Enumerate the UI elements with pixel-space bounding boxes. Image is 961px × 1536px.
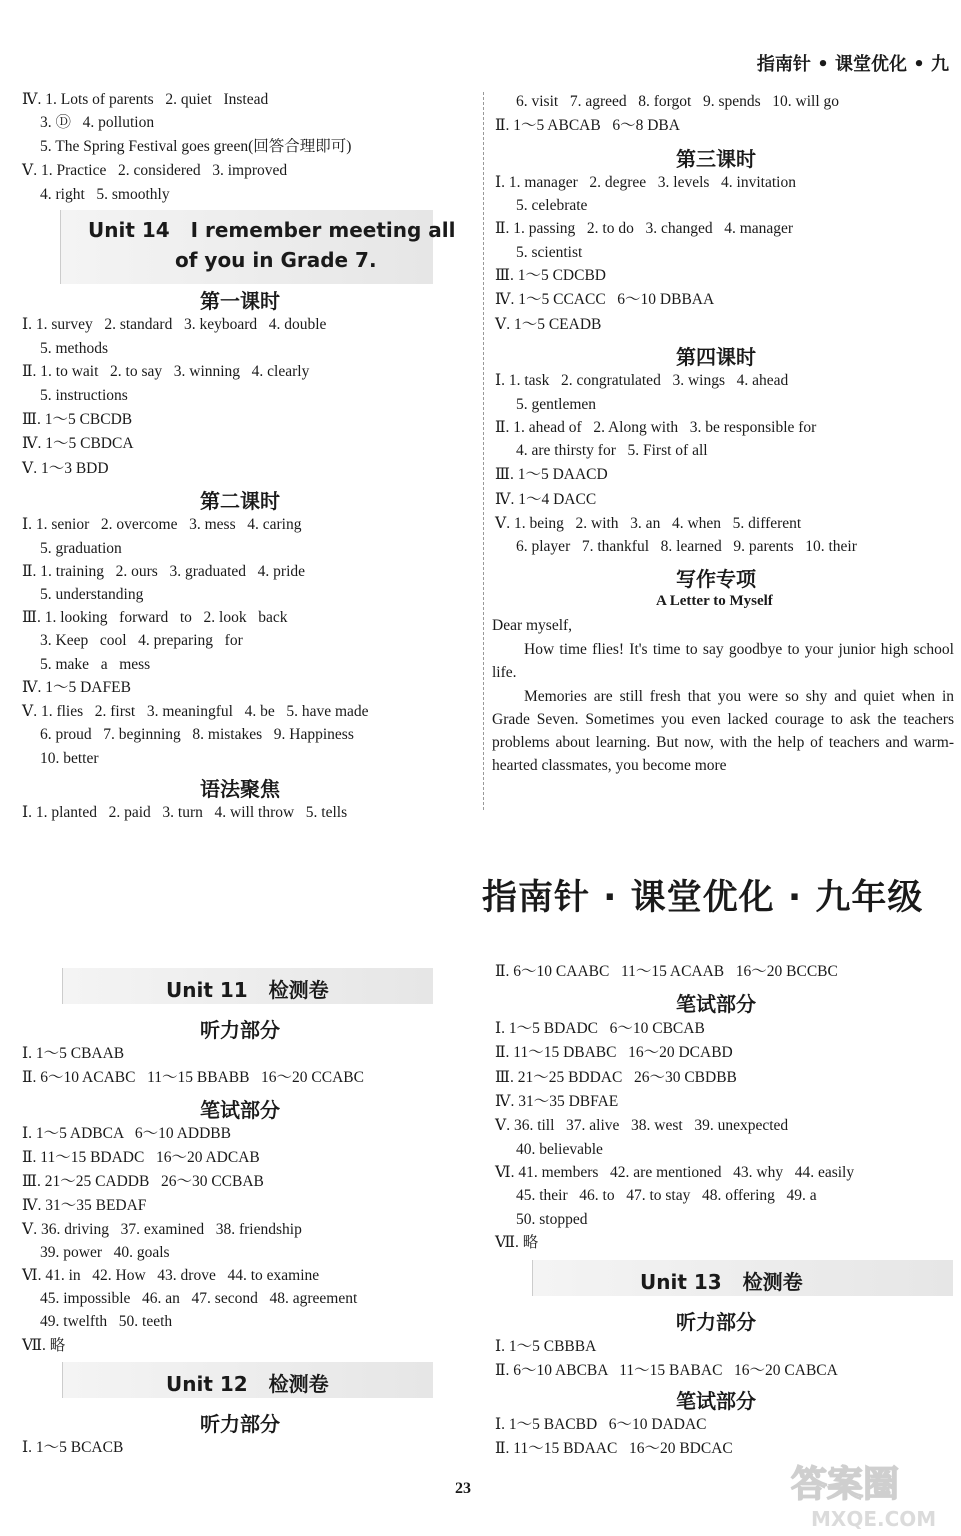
- answer-line: Ⅱ. 11～15 BDADC 16～20 ADCAB: [22, 1149, 260, 1166]
- answer-line: Ⅳ. 1～4 DACC: [495, 491, 597, 508]
- letter-paragraph: Memories are still fresh that you were so shy and quiet when in Grade Seven. Sometimes you even lacked courage to ask the teachers problems about learning. But now, with the help of teachers and warm-hearted classmates, you become more: [492, 688, 954, 774]
- answer-line: 5. scientist: [516, 244, 583, 261]
- unit-title: Unit 12 检测卷: [166, 1372, 329, 1396]
- answer-line: Ⅳ. 1～5 DAFEB: [22, 679, 131, 696]
- letter-paragraph: How time flies! It's time to say goodbye to your junior high school life.: [492, 641, 954, 681]
- lesson-heading: 第二课时: [200, 489, 280, 513]
- answer-line: Ⅰ. 1. task 2. congratulated 3. wings 4. ahead: [495, 372, 789, 389]
- watermark-subtext: MXQE.COM: [811, 1507, 937, 1531]
- answer-line: Ⅱ. 1. training 2. ours 3. graduated 4. pride: [22, 563, 306, 580]
- answer-line: 5. The Spring Festival goes green(回答合理即可): [40, 138, 352, 155]
- answer-line: 5. graduation: [40, 540, 122, 557]
- answer-line: Ⅲ. 21～25 CADDB 26～30 CCBAB: [22, 1173, 264, 1190]
- answer-line: 6. visit 7. agreed 8. forgot 9. spends 10. will go: [516, 93, 840, 110]
- lesson-heading: 第一课时: [200, 289, 280, 313]
- answer-line: Ⅴ. 1～5 CEADB: [495, 316, 602, 333]
- answer-line: Ⅰ. 1～5 BACBD 6～10 DADAC: [495, 1416, 707, 1433]
- answer-line: Ⅴ. 1. Practice 2. considered 3. improved: [22, 162, 288, 179]
- answer-line: Ⅲ. 1～5 CBCDB: [22, 411, 133, 428]
- answer-line: Ⅱ. 1～5 ABCAB 6～8 DBA: [495, 117, 680, 134]
- answer-line: 39. power 40. goals: [40, 1244, 170, 1261]
- answer-line: Ⅰ. 1～5 CBAAB: [22, 1045, 125, 1062]
- answer-line: Ⅰ. 1. manager 2. degree 3. levels 4. invitation: [495, 174, 796, 191]
- answer-line: 5. methods: [40, 340, 109, 357]
- answer-line: Ⅳ. 31～35 BEDAF: [22, 1197, 147, 1214]
- answer-line: Ⅱ. 11～15 BDAAC 16～20 BDCAC: [495, 1440, 733, 1457]
- answer-line: Ⅴ. 36. till 37. alive 38. west 39. unexpected: [495, 1117, 789, 1134]
- letter-greeting: Dear myself,: [492, 617, 573, 634]
- book-title: 指南针 · 课堂优化 · 九年级: [482, 878, 924, 918]
- answer-line: 49. twelfth 50. teeth: [40, 1313, 173, 1330]
- answer-line: Ⅰ. 1～5 BCACB: [22, 1439, 124, 1456]
- answer-line: 45. impossible 46. an 47. second 48. agreement: [40, 1290, 358, 1307]
- answer-line: Ⅳ. 1. Lots of parents 2. quiet Instead: [22, 91, 269, 108]
- section-heading: 听力部分: [200, 1018, 280, 1042]
- unit-title: Unit 13 检测卷: [640, 1270, 803, 1294]
- answer-line: Ⅶ. 略: [22, 1337, 66, 1354]
- answer-line: Ⅱ. 11～15 DBABC 16～20 DCABD: [495, 1044, 733, 1061]
- answer-line: Ⅱ. 6～10 CAABC 11～15 ACAAB 16～20 BCCBC: [495, 963, 838, 980]
- answer-line: 5. instructions: [40, 387, 128, 404]
- answer-line: Ⅴ. 1～3 BDD: [22, 460, 109, 477]
- answer-line: 6. proud 7. beginning 8. mistakes 9. Happiness: [40, 726, 354, 743]
- answer-line: 6. player 7. thankful 8. learned 9. parents 10. their: [516, 538, 857, 555]
- answer-line: Ⅱ. 6～10 ACABC 11～15 BBABB 16～20 CCABC: [22, 1069, 364, 1086]
- column-divider: [483, 92, 484, 810]
- answer-line: Ⅱ. 1. ahead of 2. Along with 3. be responsible for: [495, 419, 817, 436]
- page-number: 23: [455, 1480, 471, 1497]
- section-heading: 笔试部分: [676, 1389, 756, 1413]
- answer-line: 3. Keep cool 4. preparing for: [40, 632, 243, 649]
- lesson-heading: 语法聚焦: [200, 777, 280, 801]
- answer-line: Ⅱ. 1. passing 2. to do 3. changed 4. manager: [495, 220, 794, 237]
- watermark-text: 答案圈: [791, 1464, 900, 1505]
- unit-title: Unit 14 I remember meeting all: [88, 218, 456, 242]
- answer-line: Ⅵ. 41. in 42. How 43. drove 44. to examine: [22, 1267, 320, 1284]
- section-heading: 听力部分: [676, 1310, 756, 1334]
- answer-line: Ⅶ. 略: [495, 1234, 539, 1251]
- answer-line: Ⅴ. 1. being 2. with 3. an 4. when 5. different: [495, 515, 802, 532]
- running-header: 指南针 • 课堂优化 • 九: [756, 54, 949, 75]
- answer-line: Ⅲ. 1～5 CDCBD: [495, 267, 606, 284]
- answer-line: 5. make a mess: [40, 656, 151, 673]
- answer-line: Ⅲ. 1～5 DAACD: [495, 466, 608, 483]
- section-heading: 听力部分: [200, 1412, 280, 1436]
- answer-line: Ⅳ. 1～5 CBDCA: [22, 435, 134, 452]
- answer-line: Ⅰ. 1～5 ADBCA 6～10 ADDBB: [22, 1125, 231, 1142]
- answer-line: 4. right 5. smoothly: [40, 186, 170, 203]
- section-heading: 笔试部分: [200, 1098, 280, 1122]
- answer-line: Ⅰ. 1. survey 2. standard 3. keyboard 4. double: [22, 316, 327, 333]
- answer-line: Ⅴ. 36. driving 37. examined 38. friendship: [22, 1221, 302, 1238]
- letter-title: A Letter to Myself: [656, 593, 773, 609]
- answer-line: 40. believable: [516, 1141, 603, 1158]
- answer-line: Ⅲ. 21～25 BDDAC 26～30 CBDBB: [495, 1069, 737, 1086]
- answer-line: 5. understanding: [40, 586, 144, 603]
- answer-line: Ⅱ. 6～10 ABCBA 11～15 BABAC 16～20 CABCA: [495, 1362, 838, 1379]
- answer-line: 10. better: [40, 750, 99, 767]
- answer-line: Ⅵ. 41. members 42. are mentioned 43. why 44. easily: [495, 1164, 855, 1181]
- answer-line: Ⅳ. 1～5 CCACC 6～10 DBBAA: [495, 291, 715, 308]
- answer-line: Ⅴ. 1. flies 2. first 3. meaningful 4. be 5. have made: [22, 703, 369, 720]
- unit-title: of you in Grade 7.: [175, 248, 377, 272]
- answer-line: 3. Ⓓ 4. pollution: [40, 114, 155, 131]
- answer-line: 5. gentlemen: [516, 396, 597, 413]
- unit-title: Unit 11 检测卷: [166, 978, 329, 1002]
- watermark-logo: [781, 1452, 951, 1532]
- answer-line: 45. their 46. to 47. to stay 48. offering 49. a: [516, 1187, 817, 1204]
- answer-line: Ⅰ. 1. planted 2. paid 3. turn 4. will throw 5. tells: [22, 804, 348, 821]
- lesson-heading: 写作专项: [676, 567, 756, 591]
- answer-line: Ⅲ. 1. looking forward to 2. look back: [22, 609, 288, 626]
- answer-line: 4. are thirsty for 5. First of all: [516, 442, 708, 459]
- answer-line: 50. stopped: [516, 1211, 588, 1228]
- lesson-heading: 第四课时: [676, 345, 756, 369]
- answer-line: Ⅳ. 31～35 DBFAE: [495, 1093, 619, 1110]
- answer-line: 5. celebrate: [516, 197, 588, 214]
- answer-line: Ⅰ. 1～5 BDADC 6～10 CBCAB: [495, 1020, 705, 1037]
- answer-line: Ⅰ. 1. senior 2. overcome 3. mess 4. caring: [22, 516, 302, 533]
- answer-line: Ⅱ. 1. to wait 2. to say 3. winning 4. clearly: [22, 363, 310, 380]
- section-heading: 笔试部分: [676, 992, 756, 1016]
- answer-line: Ⅰ. 1～5 CBBBA: [495, 1338, 597, 1355]
- lesson-heading: 第三课时: [676, 147, 756, 171]
